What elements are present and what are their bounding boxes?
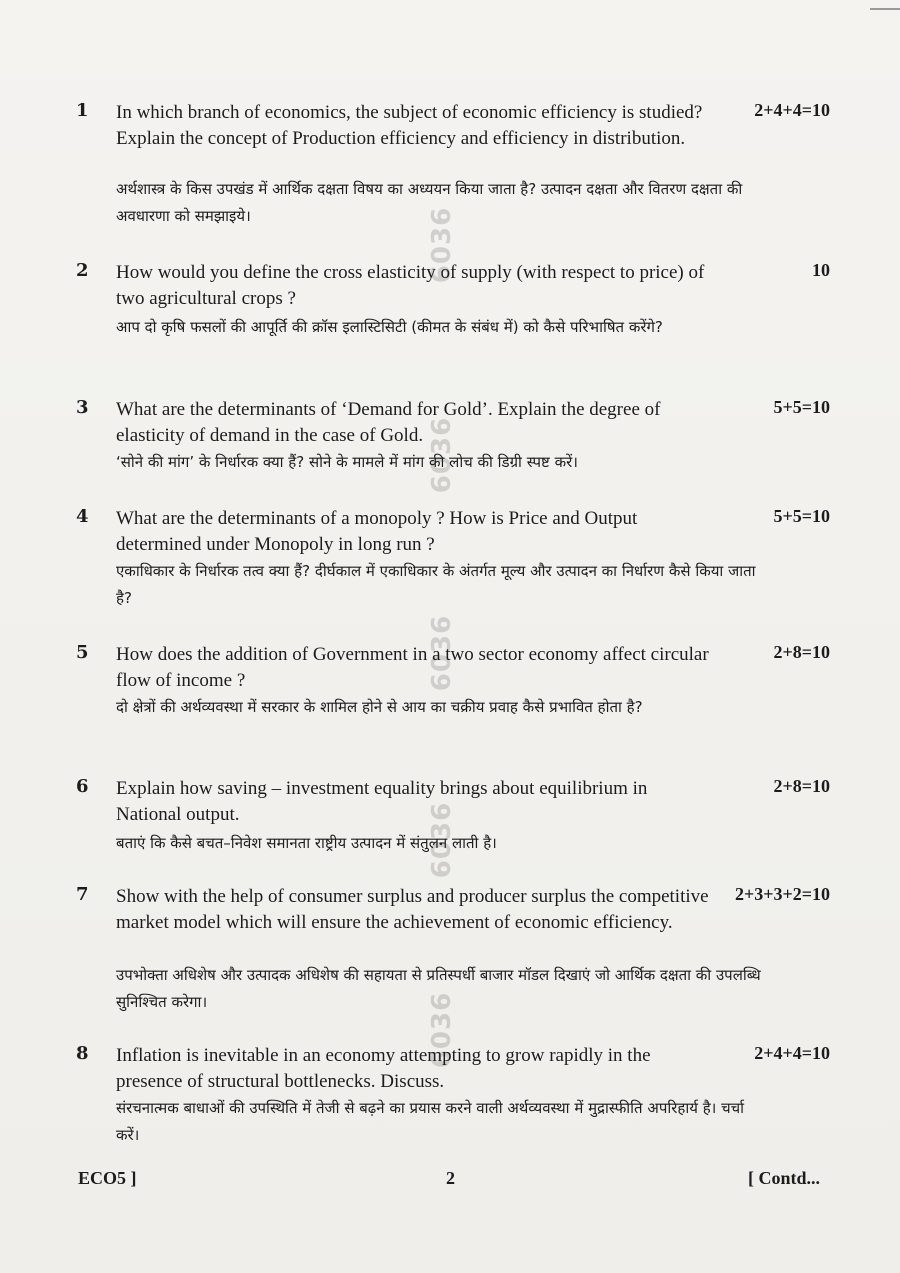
question-marks: 2+4+4=10 bbox=[754, 1043, 830, 1063]
question-text-english: How would you define the cross elasticity of supply (with respect to price) of two agricultural crops ? bbox=[116, 262, 705, 309]
question-marks: 5+5=10 bbox=[773, 397, 830, 417]
question-text-hindi: बताएं कि कैसे बचत–निवेश समानता राष्ट्रीय उत्पादन में संतुलन लाती है। bbox=[116, 834, 497, 852]
question-number: 4 bbox=[76, 506, 89, 527]
question-text-english: Inflation is inevitable in an economy attempting to grow rapidly in the presence of structural bottlenecks. Discuss. bbox=[116, 1045, 651, 1092]
question-number: 3 bbox=[76, 397, 89, 418]
question-number: 7 bbox=[76, 884, 89, 905]
question-text-hindi: एकाधिकार के निर्धारक तत्व क्या हैं? दीर्घकाल में एकाधिकार के अंतर्गत मूल्य और उत्पादन का निर्धारण कैसे किया जाता है? bbox=[116, 562, 756, 607]
continued-label: [ Contd... bbox=[748, 1168, 821, 1188]
question-number: 6 bbox=[76, 776, 89, 797]
question-marks: 2+8=10 bbox=[773, 776, 830, 796]
question-text-hindi: दो क्षेत्रों की अर्थव्यवस्था में सरकार के शामिल होने से आय का चक्रीय प्रवाह कैसे प्रभावित होता है? bbox=[116, 698, 643, 716]
question-text-english: In which branch of economics, the subject of economic efficiency is studied? Explain the concept of Production efficiency and efficiency in distribution. bbox=[116, 102, 703, 149]
watermark: 6036 bbox=[427, 991, 458, 1069]
question-marks: 2+3+3+2=10 bbox=[734, 884, 830, 904]
question-marks: 10 bbox=[812, 260, 830, 280]
watermark: 6036 bbox=[427, 614, 458, 692]
question-text-hindi: ‘सोने की मांग’ के निर्धारक क्या हैं? सोने के मामले में मांग की लोच की डिग्री स्पष्ट करें। bbox=[116, 453, 578, 471]
watermark: 6036 bbox=[427, 206, 458, 284]
question-number: 1 bbox=[76, 100, 89, 121]
question-marks: 2+4+4=10 bbox=[754, 100, 830, 120]
question-text-hindi: संरचनात्मक बाधाओं की उपस्थिति में तेजी से बढ़ने का प्रयास करने वाली अर्थव्यवस्था में मुद्रास्फीति अपरिहार्य है। चर्चा करें। bbox=[116, 1099, 745, 1144]
question-text-english: What are the determinants of ‘Demand for Gold’. Explain the degree of elasticity of demand in the case of Gold. bbox=[116, 399, 661, 446]
question-number: 2 bbox=[76, 260, 89, 281]
watermark: 6036 bbox=[427, 801, 458, 879]
page-edge-line bbox=[870, 8, 900, 10]
page-number: 2 bbox=[446, 1168, 455, 1188]
question-text-english: What are the determinants of a monopoly ? How is Price and Output determined under Monopoly in long run ? bbox=[116, 508, 638, 555]
question-text-hindi: अर्थशास्त्र के किस उपखंड में आर्थिक दक्षता विषय का अध्ययन किया जाता है? उत्पादन दक्षता और वितरण दक्षता की अवधारणा को समझाइये। bbox=[116, 180, 743, 225]
question-number: 5 bbox=[76, 642, 89, 663]
question-text-english: Explain how saving – investment equality brings about equilibrium in National output. bbox=[116, 778, 648, 825]
watermark: 6036 bbox=[427, 416, 458, 494]
paper-code: ECO5 ] bbox=[78, 1168, 137, 1188]
question-marks: 5+5=10 bbox=[773, 506, 830, 526]
question-text-english: Show with the help of consumer surplus and producer surplus the competitive market model which will ensure the achievement of economic efficiency. bbox=[116, 886, 709, 933]
question-marks: 2+8=10 bbox=[773, 642, 830, 662]
question-number: 8 bbox=[76, 1043, 89, 1064]
question-text-english: How does the addition of Government in a two sector economy affect circular flow of income ? bbox=[116, 644, 709, 691]
question-text-hindi: उपभोक्ता अधिशेष और उत्पादक अधिशेष की सहायता से प्रतिस्पर्धी बाजार मॉडल दिखाएं जो आर्थिक दक्षता की उपलब्धि सुनिश्चित करेगा। bbox=[116, 966, 761, 1011]
question-text-hindi: आप दो कृषि फसलों की आपूर्ति की क्रॉस इलास्टिसिटी (कीमत के संबंध में) को कैसे परिभाषित करेंगे? bbox=[116, 318, 663, 336]
